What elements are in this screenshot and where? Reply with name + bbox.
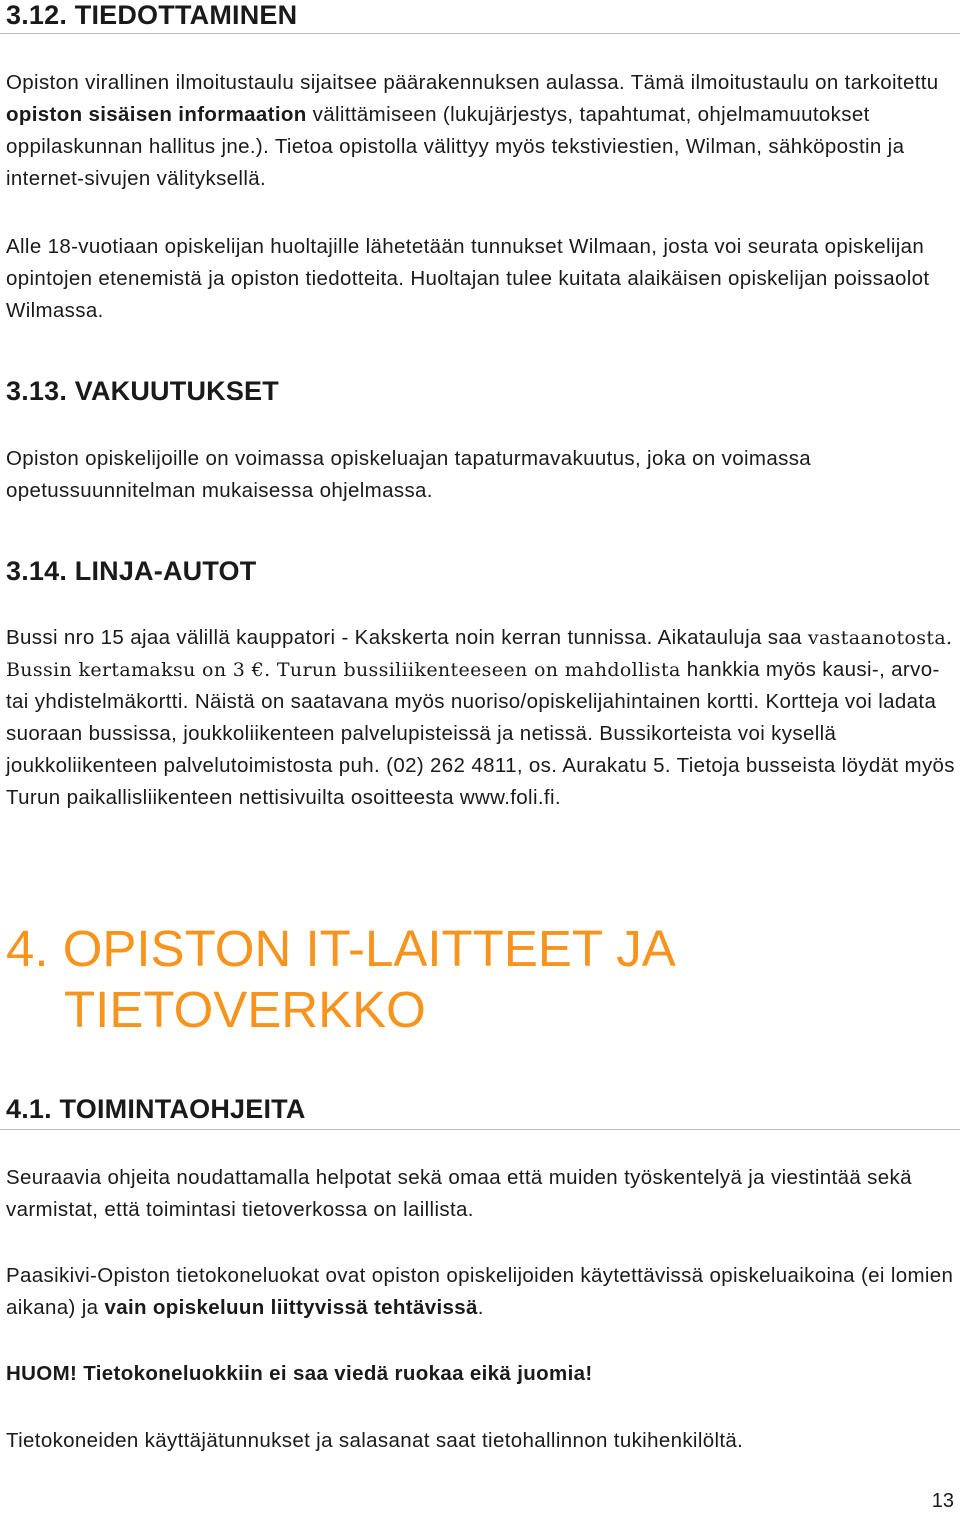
- chapter-heading-line-2: TIETOVERKKO: [64, 981, 426, 1038]
- heading-rule: [0, 33, 960, 34]
- text-run: hankkia myös kausi-, arvo- tai yhdistelmäkortti. Näistä on saatavana myös nuoriso/opiskelijahintainen kortti. Kortteja voi ladata suoraan bussissa, joukkoliikenteen palvelupisteissä ja netissä. Bussikorteista voi kysellä joukkoliikenteen palvelutoimistosta puh. (02) 262 4811, os. Aurakatu 5. Tietoja busseista löydät myös Turun paikallisliikenteen nettisivuilta osoitteesta www.foli.fi.: [6, 658, 955, 809]
- paragraph-4-1-2: [6, 1260, 956, 1324]
- paragraph-3-12-1: [6, 67, 956, 195]
- page-number: 13: [931, 1490, 954, 1512]
- section-heading-3-14: 3.14. LINJA-AUTOT: [6, 556, 257, 586]
- bold-text-run: opiston sisäisen informaation: [6, 103, 307, 126]
- text-run: Paasikivi-Opiston tietokoneluokat ovat opiston opiskelijoiden käytettävissä opiskeluaikoina (ei lomien aikana) ja: [6, 1264, 954, 1319]
- paragraph-3-12-2: Alle 18-vuotiaan opiskelijan huoltajille lähetetään tunnukset Wilmaan, josta voi seurata opiskelijan opintojen etenemistä ja opiston tiedotteita. Huoltajan tulee kuitata alaikäisen opiskelijan poissaolot Wilmassa.: [6, 235, 930, 322]
- heading-rule: [0, 1129, 960, 1130]
- text-run: välittämiseen (lukujärjestys, tapahtumat, ohjelmamuutokset oppilaskunnan hallitus jne.). Tietoa opistolla välittyy myös tekstiviestien, Wilman, sähköpostin ja internet-sivujen välityksellä.: [6, 103, 905, 190]
- bold-text-run: vain opiskeluun liittyvissä tehtävissä: [104, 1296, 478, 1319]
- serif-text-run: vastaanotosta. Bussin kertamaksu on 3 €. Turun bussiliikenteeseen on mahdollista: [6, 627, 953, 681]
- paragraph-4-1-4: Tietokoneiden käyttäjätunnukset ja salasanat saat tietohallinnon tukihenkilöltä.: [6, 1429, 744, 1452]
- section-heading-3-12: 3.12. TIEDOTTAMINEN: [6, 0, 298, 30]
- paragraph-3-13-1: Opiston opiskelijoille on voimassa opiskeluajan tapaturmavakuutus, joka on voimassa opetussuunnitelman mukaisessa ohjelmassa.: [6, 447, 812, 502]
- chapter-heading-4: [6, 918, 676, 1040]
- text-run: .: [477, 1296, 484, 1319]
- text-run: Bussi nro 15 ajaa välillä kauppatori - Kakskerta noin kerran tunnissa. Aikatauluja saa: [6, 626, 808, 649]
- chapter-heading-line-1: 4. OPISTON IT-LAITTEET JA: [6, 920, 676, 977]
- warning-note: HUOM! Tietokoneluokkiin ei saa viedä ruokaa eikä juomia!: [6, 1362, 593, 1385]
- section-heading-3-13: 3.13. VAKUUTUKSET: [6, 376, 279, 406]
- section-heading-4-1: 4.1. TOIMINTAOHJEITA: [6, 1094, 306, 1124]
- text-run: Opiston virallinen ilmoitustaulu sijaitsee päärakennuksen aulassa. Tämä ilmoitustaulu on tarkoitettu: [6, 71, 939, 94]
- paragraph-3-14-1: [6, 622, 956, 814]
- paragraph-4-1-1: Seuraavia ohjeita noudattamalla helpotat sekä omaa että muiden työskentelyä ja viestintää sekä varmistat, että toimintasi tietoverkossa on laillista.: [6, 1166, 912, 1221]
